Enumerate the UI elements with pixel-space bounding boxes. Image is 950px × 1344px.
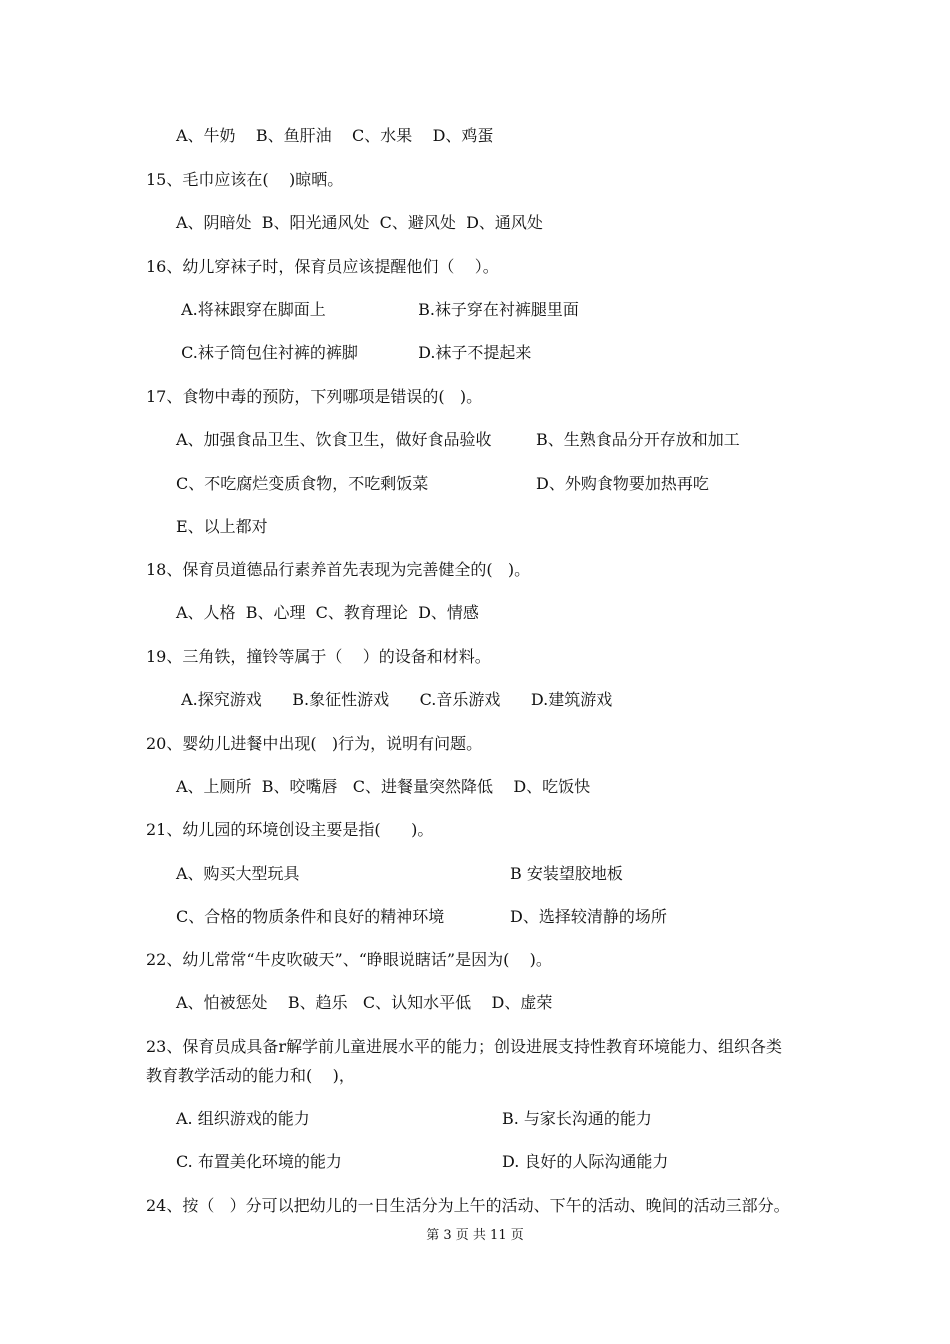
answer-option: A、人格 B、心理 C、教育理论 D、情感 bbox=[176, 603, 479, 622]
answer-option: D.袜子不提起来 bbox=[413, 343, 532, 362]
answer-option: C. 布置美化环境的能力 bbox=[176, 1152, 342, 1171]
question-text: 教育教学活动的能力和( )， bbox=[146, 1066, 355, 1085]
question-text: 18、保育员道德品行素养首先表现为完善健全的( )。 bbox=[146, 560, 531, 579]
answer-option: B.袜子穿在衬裤腿里面 bbox=[413, 300, 579, 319]
answer-option: A、上厕所 B、咬嘴唇 C、进餐量突然降低 D、吃饭快 bbox=[176, 777, 591, 796]
question-text: 19、三角铁，撞铃等属于（ ）的设备和材料。 bbox=[146, 647, 491, 666]
answer-option: C.袜子筒包住衬裤的裤脚 bbox=[176, 343, 358, 362]
answer-option: A、牛奶 B、鱼肝油 C、水果 D、鸡蛋 bbox=[176, 126, 494, 145]
question-text: 22、幼儿常常“牛皮吹破天”、“睁眼说瞎话”是因为( )。 bbox=[146, 950, 552, 969]
answer-option: D、外购食物要加热再吃 bbox=[536, 474, 709, 493]
question-text: 24、按（ ）分可以把幼儿的一日生活分为上午的活动、下午的活动、晚间的活动三部分。 bbox=[146, 1196, 790, 1215]
answer-option: B. 与家长沟通的能力 bbox=[502, 1109, 652, 1128]
answer-option: D、选择较清静的场所 bbox=[510, 907, 667, 926]
question-text: 23、保育员成具备r解学前儿童进展水平的能力；创设进展支持性教育环境能力、组织各类 bbox=[146, 1037, 783, 1056]
question-text: 16、幼儿穿袜子时，保育员应该提醒他们（ ）。 bbox=[146, 257, 499, 276]
question-text: 20、婴幼儿进餐中出现( )行为，说明有问题。 bbox=[146, 734, 483, 753]
answer-option: D. 良好的人际沟通能力 bbox=[502, 1152, 669, 1171]
answer-option: C、合格的物质条件和良好的精神环境 bbox=[176, 907, 445, 926]
page-footer: 第 3 页 共 11 页 bbox=[426, 1228, 524, 1243]
answer-option: E、以上都对 bbox=[176, 517, 268, 536]
answer-option: A、购买大型玩具 bbox=[176, 864, 300, 883]
answer-option: A.将袜跟穿在脚面上 bbox=[176, 300, 326, 319]
answer-option: A、怕被惩处 B、趋乐 C、认知水平低 D、虚荣 bbox=[176, 993, 553, 1012]
answer-option: A. 组织游戏的能力 bbox=[176, 1109, 310, 1128]
answer-option: A、加强食品卫生、饮食卫生，做好食品验收 bbox=[176, 430, 492, 449]
answer-option: B 安装望胶地板 bbox=[510, 864, 623, 883]
question-text: 15、毛巾应该在( )晾晒。 bbox=[146, 170, 344, 189]
question-text: 21、幼儿园的环境创设主要是指( )。 bbox=[146, 820, 434, 839]
answer-option: A.探究游戏 B.象征性游戏 C.音乐游戏 D.建筑游戏 bbox=[176, 690, 613, 709]
answer-option: A、阴暗处 B、阳光通风处 C、避风处 D、通风处 bbox=[176, 213, 543, 232]
answer-option: C、不吃腐烂变质食物，不吃剩饭菜 bbox=[176, 474, 429, 493]
question-text: 17、食物中毒的预防，下列哪项是错误的( )。 bbox=[146, 387, 483, 406]
answer-option: B、生熟食品分开存放和加工 bbox=[536, 430, 740, 449]
